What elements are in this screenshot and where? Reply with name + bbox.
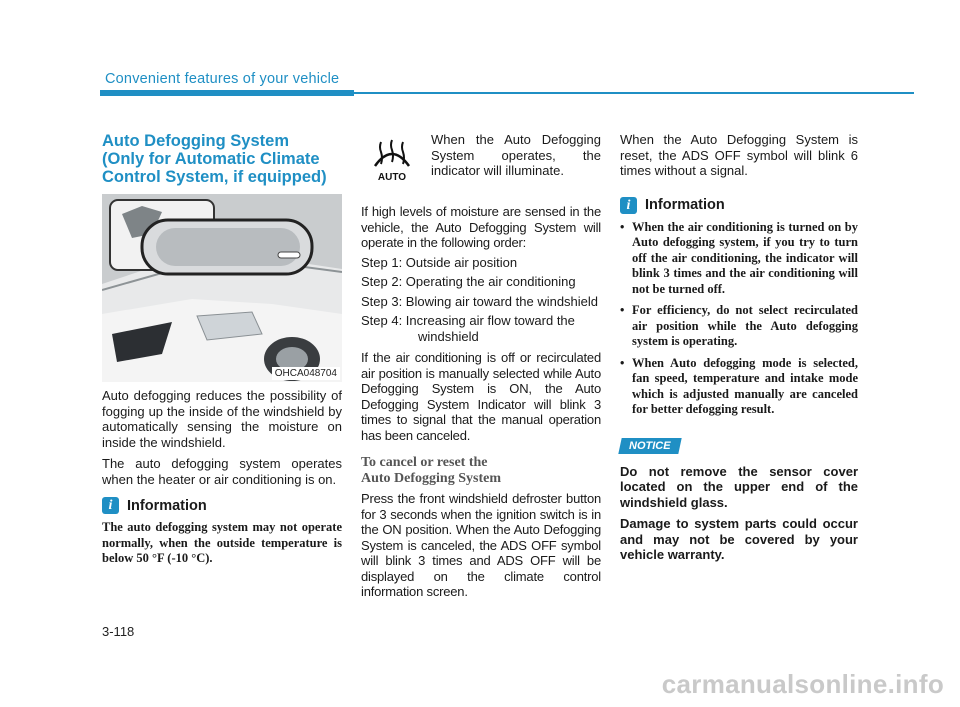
- indicator-intro: When the Auto Defogging System operates, the indicator will illuminate.: [431, 132, 601, 178]
- notice-badge: [618, 438, 681, 454]
- step-item: Step 1: Outside air position: [361, 254, 518, 270]
- subheading-line: To cancel or reset the: [361, 455, 488, 470]
- information-heading: [620, 197, 858, 214]
- section-title-line: Control System, if equipped): [102, 168, 327, 186]
- column-left: [102, 132, 342, 567]
- information-heading: [102, 497, 342, 514]
- notice-paragraph: Damage to system parts could occur and may not be covered by your vehicle warranty.: [620, 516, 858, 562]
- header-accent-bar: [100, 90, 354, 96]
- notice-label: NOTICE: [629, 439, 671, 452]
- paragraph: Press the front windshield defroster button for 3 seconds when the ignition switch is in the ON position. When the Auto Defogging System is canceled, the ADS OFF symbol will blink 3 times and ADS OFF will be displayed on the climate control information screen.: [361, 491, 601, 599]
- notice-paragraph: Do not remove the sensor cover located on the upper end of the windshield glass.: [620, 463, 858, 510]
- list-item: • When the air conditioning is turned on by Auto defogging system, if you try to turn off the air conditioning, the indicator will blink 3 times and the air conditioning will not be turned off.: [620, 220, 858, 298]
- image-code-label: OHCA048704: [272, 367, 340, 380]
- auto-defog-indicator: [361, 134, 423, 194]
- list-item: • When Auto defogging mode is selected, fan speed, temperature and intake mode which is adjusted manually are canceled for better defogging result.: [620, 356, 858, 418]
- subheading-line: Auto Defogging System: [361, 471, 501, 486]
- information-list: [620, 220, 858, 418]
- paragraph: If high levels of moisture are sensed in the vehicle, the Auto Defogging System will operate in the following order:: [361, 204, 601, 250]
- column-middle: [361, 132, 601, 600]
- header-rule: [354, 92, 914, 94]
- information-label: Information: [645, 197, 725, 213]
- section-title: [102, 132, 342, 186]
- information-label: Information: [127, 497, 207, 514]
- page-number: 3-118: [102, 624, 135, 639]
- section-header-title: Convenient features of your vehicle: [105, 71, 340, 87]
- subheading: [361, 455, 601, 487]
- paragraph: The auto defogging system operates when the heater or air conditioning is on.: [102, 456, 342, 487]
- column-right: [620, 132, 858, 563]
- section-title-line: (Only for Automatic Climate: [102, 150, 320, 168]
- step-item: Step 3: Blowing air toward the windshield: [361, 293, 599, 309]
- step-item: Step 2: Operating the air conditioning: [361, 274, 576, 289]
- information-text: The auto defogging system may not operate normally, when the outside temperature is below 50 °F (-10 °C).: [102, 520, 342, 565]
- auto-label: AUTO: [377, 172, 407, 183]
- paragraph: If the air conditioning is off or recirculated air position is manually selected while Auto Defogging System is ON, the Auto Defogging System Indicator will blink 3 times to signal that the manual operation has been canceled.: [361, 350, 601, 443]
- info-icon: i: [102, 497, 119, 514]
- watermark: carmanualsonline.info: [661, 669, 944, 699]
- section-title-line: Auto Defogging System: [102, 132, 290, 150]
- paragraph: Auto defogging reduces the possibility of fogging up the inside of the windshield by automatically sensing the moisture on inside the windshield.: [102, 388, 342, 450]
- list-item: • For efficiency, do not select recirculated air position while the Auto defogging system is operating.: [620, 303, 858, 350]
- defrost-icon: [361, 134, 423, 174]
- car-illustration: [102, 194, 342, 382]
- info-icon: i: [620, 197, 637, 214]
- step-item: Step 4: Increasing air flow toward the windshield: [361, 313, 575, 344]
- paragraph: When the Auto Defogging System is reset, the ADS OFF symbol will blink 6 times without a signal.: [620, 132, 858, 178]
- windshield-sensor-photo: [102, 194, 342, 382]
